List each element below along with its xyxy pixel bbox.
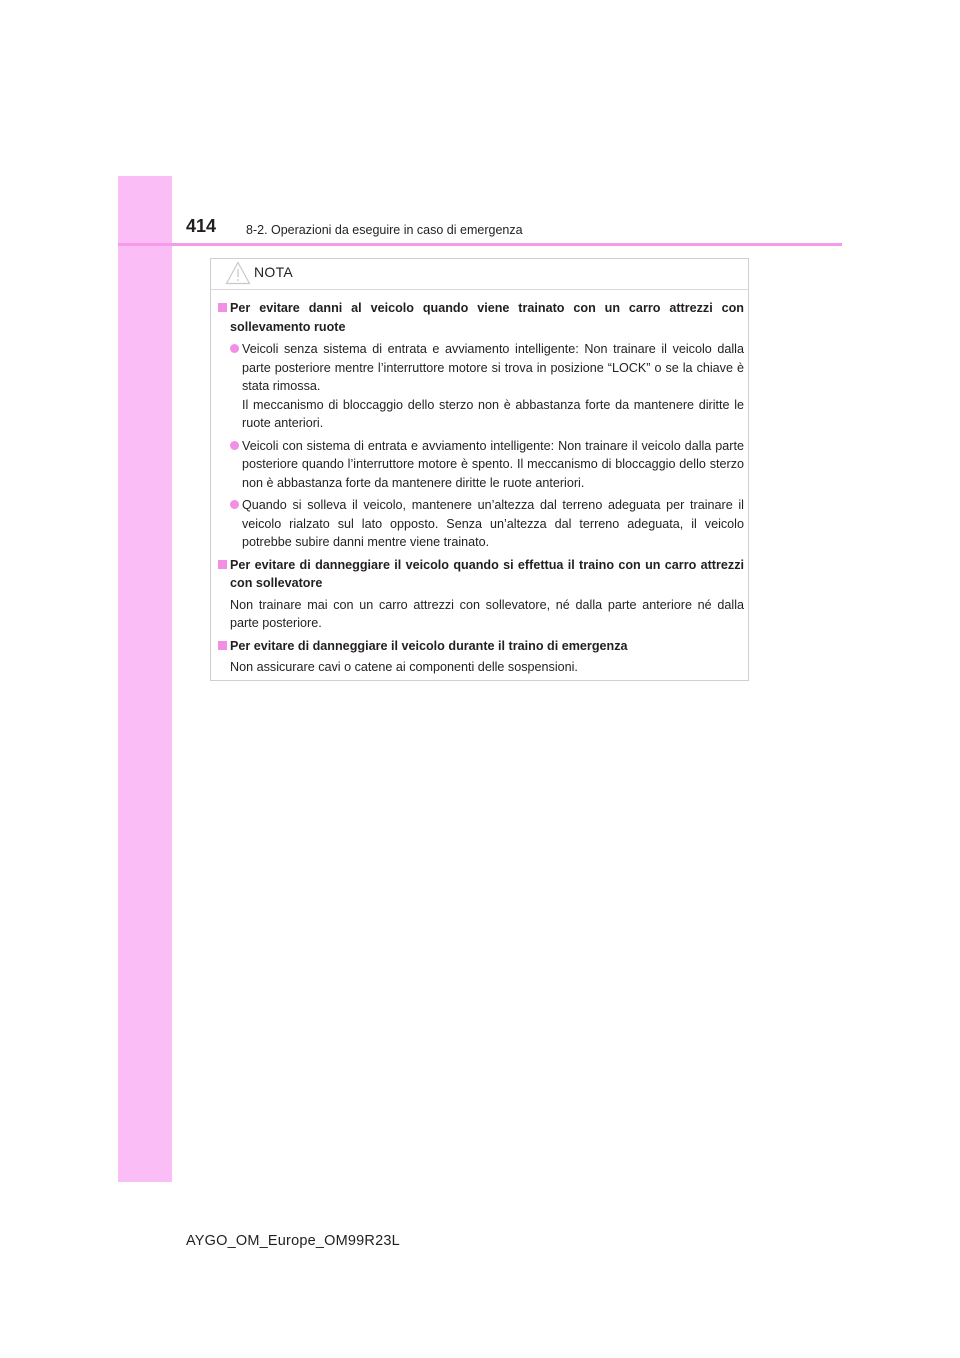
- note-item-title: Per evitare danni al veicolo quando viene trainato con un carro attrezzi con sollevamento ruote: [230, 301, 744, 334]
- note-bullet: [230, 340, 744, 433]
- note-bullet: [230, 437, 744, 493]
- note-item-title: Per evitare di danneggiare il veicolo durante il traino di emergenza: [230, 638, 628, 653]
- note-label: NOTA: [254, 264, 294, 280]
- square-bullet-icon: [218, 641, 227, 650]
- note-header: [211, 259, 748, 290]
- square-bullet-icon: [218, 303, 227, 312]
- header-rule: [118, 243, 842, 246]
- note-item-text: Non assicurare cavi o catene ai componenti delle sospensioni.: [230, 660, 578, 674]
- note-item-text: Non trainare mai con un carro attrezzi con sollevatore, né dalla parte anteriore né dalla parte posteriore.: [230, 597, 744, 630]
- note-item: [215, 556, 744, 633]
- note-bullet-text: Quando si solleva il veicolo, mantenere un’altezza dal terreno adeguata per trainare il veicolo rialzato sul lato opposto. Senza un’altezza dal terreno adeguata, il veicolo potrebbe subire danni mentre viene trainato.: [242, 498, 744, 549]
- circle-bullet-icon: [230, 344, 239, 353]
- page-number: 414: [186, 216, 217, 236]
- side-color-band: [118, 176, 172, 1182]
- note-bullet-text: Veicoli con sistema di entrata e avviamento intelligente: Non trainare il veicolo dalla parte posteriore quando l’interruttore motore è spento. Il meccanismo di bloccaggio dello sterzo non è abbastanza forte da mantenere diritte le ruote anteriori.: [242, 438, 744, 490]
- section-title: 8-2. Operazioni da eseguire in caso di emergenza: [246, 223, 523, 237]
- square-bullet-icon: [218, 560, 227, 569]
- note-box: [210, 258, 749, 681]
- note-bullet-text: Il meccanismo di bloccaggio dello sterzo non è abbastanza forte da mantenere diritte le ruote anteriori.: [242, 397, 744, 430]
- circle-bullet-icon: [230, 500, 239, 509]
- note-item-title: Per evitare di danneggiare il veicolo quando si effettua il traino con un carro attrezzi con sollevatore: [230, 557, 744, 590]
- note-item: [215, 637, 744, 677]
- note-bullet: [230, 496, 744, 552]
- circle-bullet-icon: [230, 441, 239, 450]
- note-body: [215, 299, 744, 681]
- note-item: [215, 299, 744, 552]
- warning-triangle-icon: [225, 261, 251, 285]
- note-bullet-text: Veicoli senza sistema di entrata e avviamento intelligente: Non trainare il veicolo dalla parte posteriore mentre l’interruttore motore si trova in posizione “LOCK” o se la chiave è stata rimossa.: [242, 342, 744, 393]
- document-code: AYGO_OM_Europe_OM99R23L: [186, 1233, 400, 1249]
